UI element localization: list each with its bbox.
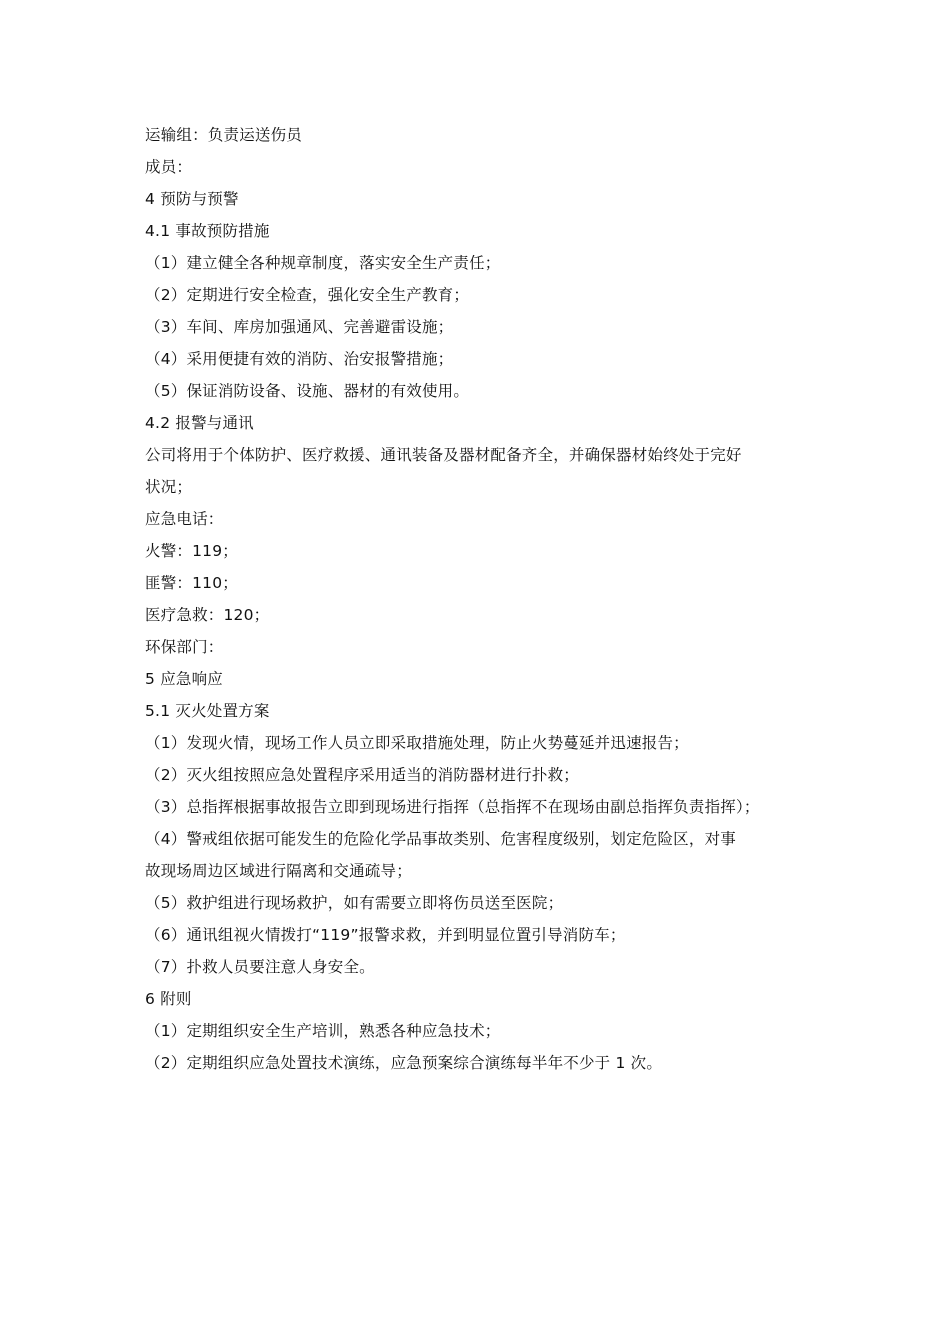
list-item: （1）定期组织安全生产培训，熟悉各种应急技术； [145,1022,501,1040]
list-item: （1）发现火情，现场工作人员立即采取措施处理，防止火势蔓延并迅速报告； [145,734,689,752]
transport-group-line: 运输组：负责运送伤员 [145,126,303,144]
paragraph-line: 公司将用于个体防护、医疗救援、通讯装备及器材配备齐全，并确保器材始终处于完好 [145,446,742,464]
police-phone: 匪警：110； [145,574,238,592]
list-item-continuation: 故现场周边区域进行隔离和交通疏导； [145,862,412,880]
paragraph-line: 状况； [145,478,193,496]
list-item: （3）总指挥根据事故报告立即到现场进行指挥（总指挥不在现场由副总指挥负责指挥）； [145,798,760,816]
section-heading: 5 应急响应 [145,670,223,688]
members-line: 成员： [145,158,193,176]
fire-phone: 火警：119； [145,542,238,560]
list-item: （1）建立健全各种规章制度，落实安全生产责任； [145,254,501,272]
list-item: （4）警戒组依据可能发生的危险化学品事故类别、危害程度级别，划定危险区，对事 [145,830,736,848]
subsection-heading: 4.1 事故预防措施 [145,222,270,240]
list-item: （7）扑救人员要注意人身安全。 [145,958,375,976]
list-item: （5）救护组进行现场救护，如有需要立即将伤员送至医院； [145,894,564,912]
subsection-heading: 4.2 报警与通讯 [145,414,254,432]
document-body [145,119,815,1079]
environment-dept-line: 环保部门： [145,638,224,656]
list-item: （5）保证消防设备、设施、器材的有效使用。 [145,382,470,400]
list-item: （3）车间、库房加强通风、完善避雷设施； [145,318,454,336]
subsection-heading: 5.1 灭火处置方案 [145,702,270,720]
section-heading: 4 预防与预警 [145,190,239,208]
emergency-phone-label: 应急电话： [145,510,224,528]
list-item: （4）采用便捷有效的消防、治安报警措施； [145,350,454,368]
list-item: （6）通讯组视火情拨打“119”报警求救，并到明显位置引导消防车； [145,926,626,944]
list-item: （2）定期进行安全检查，强化安全生产教育； [145,286,470,304]
list-item: （2）定期组织应急处置技术演练，应急预案综合演练每半年不少于 1 次。 [145,1054,663,1072]
section-heading: 6 附则 [145,990,192,1008]
medical-phone: 医疗急救：120； [145,606,270,624]
list-item: （2）灭火组按照应急处置程序采用适当的消防器材进行扑救； [145,766,579,784]
